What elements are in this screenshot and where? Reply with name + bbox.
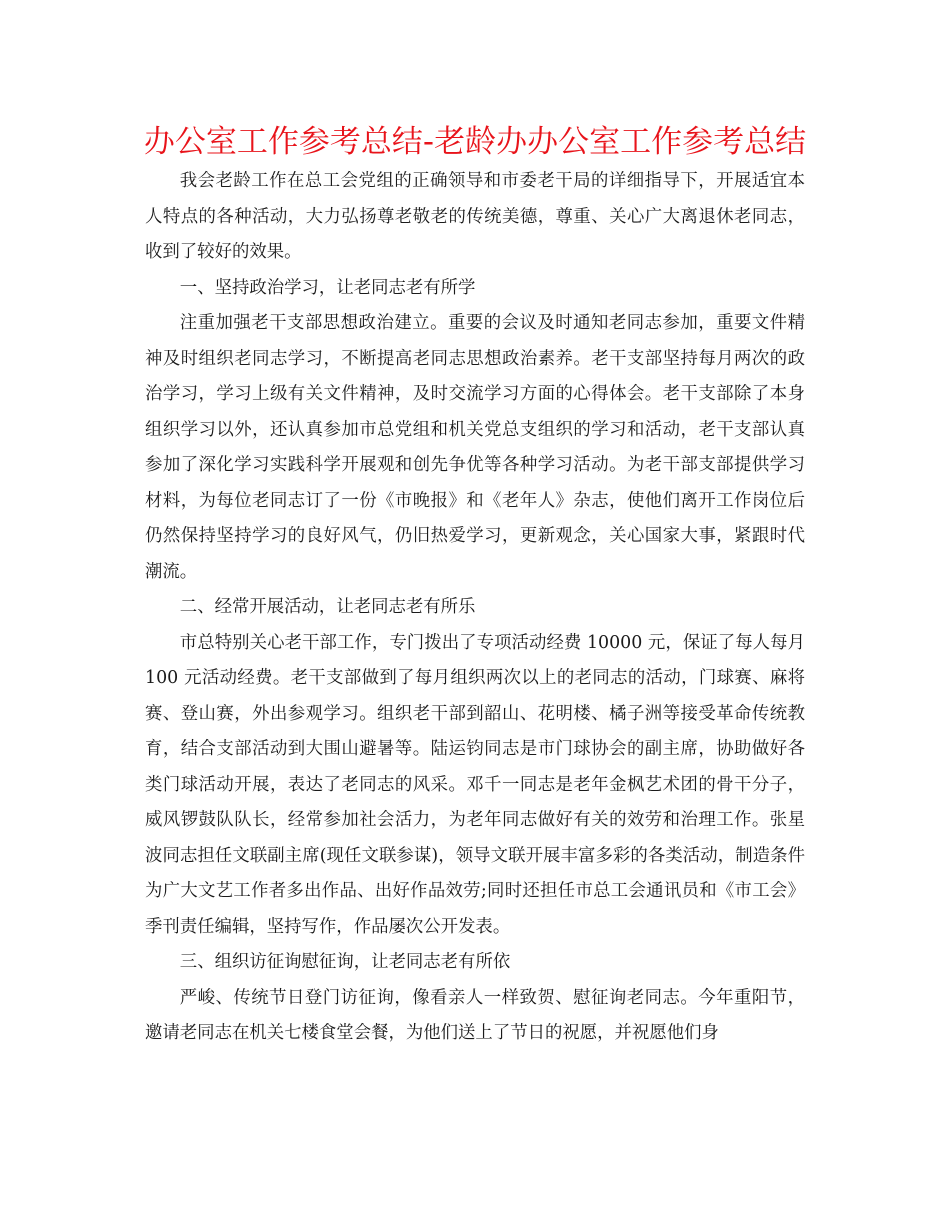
section-heading-1: 一、坚持政治学习，让老同志老有所学 [179,277,476,298]
paragraph-section-3: 严峻、传统节日登门访征询，像看亲人一样致贺、慰征询老同志。今年重阳节，邀请老同志在机关七楼食堂会餐，为他们送上了节日的祝愿，并祝愿他们身 [145,987,805,1043]
section-heading-2: 二、经常开展活动，让老同志老有所乐 [179,597,476,617]
document-title: 办公室工作参考总结-老龄办办公室工作参考总结 [143,124,807,160]
paragraph-section-1: 注重加强老干支部思想政治建立。重要的会议及时通知老同志参加，重要文件精神及时组织老同志学习，不断提高老同志思想政治素养。老干支部坚持每月两次的政治学习，学习上级有关文件精神，及时交流学习方面的心得体会。老干支部除了本身组织学习以外，还认真参加市总党组和机关党总支组织的学习和活动，老干支部认真参加了深化学习实践科学开展观和创先争优等各种学习活动。为老干部支部提供学习材料，为每位老同志订了一份《市晚报》和《老年人》杂志，使他们离开工作岗位后仍然保持坚持学习的良好风气，仍旧热爱学习，更新观念，关心国家大事，紧跟时代潮流。 [145,313,805,582]
document-body [145,164,805,1052]
section-heading-3: 三、组织访征询慰征询，让老同志老有所依 [179,952,511,972]
paragraph-intro: 我会老龄工作在总工会党组的正确领导和市委老干局的详细指导下，开展适宜本人特点的各种活动，大力弘扬尊老敬老的传统美德，尊重、关心广大离退休老同志，收到了较好的效果。 [145,171,805,262]
paragraph-section-2: 市总特别关心老干部工作，专门拨出了专项活动经费 10000 元，保证了每人每月 100 元活动经费。老干支部做到了每月组织两次以上的老同志的活动，门球赛、麻将赛、登山赛，外出参观学习。组织老干部到韶山、花明楼、橘子洲等接受革命传统教育，结合支部活动到大围山避暑等。陆运钧同志是市门球协会的副主席，协助做好各类门球活动开展，表达了老同志的风采。邓千一同志是老年金枫艺术团的骨干分子，威风锣鼓队队长，经常参加社会活力，为老年同志做好有关的效劳和治理工作。张星波同志担任文联副主席(现任文联参谋)，领导文联开展丰富多彩的各类活动，制造条件为广大文艺工作者多出作品、出好作品效劳;同时还担任市总工会通讯员和《市工会》季刊责任编辑，坚持写作，作品屡次公开发表。 [145,632,805,937]
